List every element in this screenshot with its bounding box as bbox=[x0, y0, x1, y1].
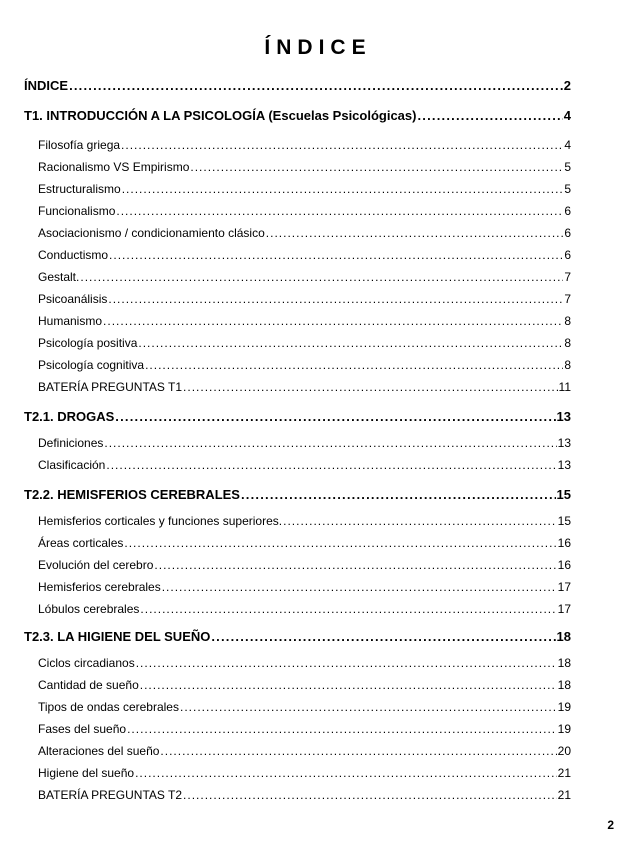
toc-entry-page: 8 bbox=[564, 358, 571, 372]
toc-entry-page: 11 bbox=[558, 380, 571, 394]
toc-subsection-entry[interactable] bbox=[38, 248, 571, 262]
toc-entry-page: 13 bbox=[557, 458, 571, 472]
toc-entry-label: Lóbulos cerebrales bbox=[38, 602, 140, 616]
toc-subsection-entry[interactable] bbox=[38, 314, 571, 328]
toc-entry-label: T1. INTRODUCCIÓN A LA PSICOLOGÍA (Escuelas Psicológicas) bbox=[24, 108, 417, 123]
toc-dot-leader bbox=[140, 678, 557, 692]
toc-subsection-entry[interactable] bbox=[38, 292, 571, 306]
toc-entry-page: 21 bbox=[557, 788, 571, 802]
toc-entry-page: 13 bbox=[556, 409, 571, 424]
toc-dot-leader bbox=[160, 744, 556, 758]
toc-subsection-entry[interactable] bbox=[38, 160, 571, 174]
toc-section-entry[interactable] bbox=[24, 487, 571, 502]
toc-entry-label: Psicología positiva bbox=[38, 336, 138, 350]
toc-entry-label: Funcionalismo bbox=[38, 204, 116, 218]
toc-subsection-entry[interactable] bbox=[38, 514, 571, 528]
toc-entry-label: Filosofía griega bbox=[38, 138, 121, 152]
toc-entry-page: 6 bbox=[564, 226, 571, 240]
toc-entry-label: Conductismo bbox=[38, 248, 109, 262]
toc-dot-leader bbox=[417, 108, 562, 123]
toc-dot-leader bbox=[104, 436, 556, 450]
toc-dot-leader bbox=[266, 226, 564, 240]
toc-subsection-entry[interactable] bbox=[38, 436, 571, 450]
toc-entry-page: 7 bbox=[564, 270, 571, 284]
toc-subsection-entry[interactable] bbox=[38, 458, 571, 472]
toc-dot-leader bbox=[190, 160, 563, 174]
toc-dot-leader bbox=[183, 380, 557, 394]
toc-dot-leader bbox=[127, 722, 557, 736]
toc-entry-page: 18 bbox=[556, 629, 571, 644]
toc-subsection-entry[interactable] bbox=[38, 788, 571, 802]
toc-entry-label: Estructuralismo bbox=[38, 182, 121, 196]
toc-entry-label: Racionalismo VS Empirismo bbox=[38, 160, 190, 174]
toc-entry-page: 6 bbox=[564, 204, 571, 218]
toc-subsection-entry[interactable] bbox=[38, 336, 571, 350]
toc-dot-leader bbox=[140, 602, 556, 616]
toc-section-entry[interactable] bbox=[24, 108, 571, 123]
toc-subsection-entry[interactable] bbox=[38, 656, 571, 670]
toc-entry-page: 8 bbox=[564, 314, 571, 328]
page-title: ÍNDICE bbox=[264, 36, 372, 59]
toc-entry-page: 6 bbox=[564, 248, 571, 262]
toc-dot-leader bbox=[138, 336, 563, 350]
toc-entry-page: 7 bbox=[564, 292, 571, 306]
toc-subsection-entry[interactable] bbox=[38, 270, 571, 284]
toc-entry-label: Fases del sueño bbox=[38, 722, 127, 736]
toc-dot-leader bbox=[162, 580, 557, 594]
toc-subsection-entry[interactable] bbox=[38, 358, 571, 372]
toc-subsection-entry[interactable] bbox=[38, 744, 571, 758]
toc-entry-page: 15 bbox=[557, 514, 571, 528]
toc-subsection-entry[interactable] bbox=[38, 138, 571, 152]
toc-section-entry[interactable] bbox=[24, 78, 571, 93]
toc-dot-leader bbox=[183, 788, 557, 802]
toc-entry-page: 19 bbox=[557, 700, 571, 714]
toc-section-entry[interactable] bbox=[24, 409, 571, 424]
toc-subsection-entry[interactable] bbox=[38, 722, 571, 736]
toc-dot-leader bbox=[108, 292, 563, 306]
toc-section-entry[interactable] bbox=[24, 629, 571, 644]
toc-entry-label: Asociacionismo / condicionamiento clásico bbox=[38, 226, 265, 240]
toc-entry-label: Áreas corticales bbox=[38, 536, 124, 550]
toc-dot-leader bbox=[124, 536, 556, 550]
toc-subsection-entry[interactable] bbox=[38, 580, 571, 594]
toc-entry-page: 15 bbox=[556, 487, 571, 502]
toc-entry-label: BATERÍA PREGUNTAS T1 bbox=[38, 380, 183, 394]
toc-dot-leader bbox=[135, 766, 557, 780]
toc-entry-page: 2 bbox=[563, 78, 571, 93]
toc-dot-leader bbox=[121, 138, 563, 152]
toc-entry-label: Gestalt. bbox=[38, 270, 80, 284]
toc-entry-label: BATERÍA PREGUNTAS T2 bbox=[38, 788, 183, 802]
toc-subsection-entry[interactable] bbox=[38, 700, 571, 714]
toc-dot-leader bbox=[241, 487, 556, 502]
toc-dot-leader bbox=[180, 700, 557, 714]
toc-dot-leader bbox=[145, 358, 563, 372]
toc-entry-label: T2.2. HEMISFERIOS CEREBRALES bbox=[24, 487, 240, 502]
toc-dot-leader bbox=[103, 314, 563, 328]
toc-subsection-entry[interactable] bbox=[38, 182, 571, 196]
toc-entry-page: 5 bbox=[564, 182, 571, 196]
toc-entry-page: 4 bbox=[563, 108, 571, 123]
toc-dot-leader bbox=[80, 270, 563, 284]
toc-entry-label: Psicología cognitiva bbox=[38, 358, 145, 372]
toc-entry-page: 13 bbox=[557, 436, 571, 450]
toc-entry-page: 18 bbox=[557, 656, 571, 670]
toc-entry-page: 17 bbox=[557, 602, 571, 616]
toc-entry-page: 16 bbox=[557, 536, 571, 550]
toc-entry-label: Hemisferios cerebrales bbox=[38, 580, 161, 594]
toc-entry-label: T2.1. DROGAS bbox=[24, 409, 115, 424]
toc-subsection-entry[interactable] bbox=[38, 380, 571, 394]
toc-entry-page: 4 bbox=[564, 138, 571, 152]
toc-dot-leader bbox=[136, 656, 557, 670]
toc-entry-label: ÍNDICE bbox=[24, 78, 69, 93]
toc-entry-label: Higiene del sueño bbox=[38, 766, 135, 780]
toc-subsection-entry[interactable] bbox=[38, 678, 571, 692]
toc-entry-label: Hemisferios corticales y funciones superiores. bbox=[38, 514, 283, 528]
toc-subsection-entry[interactable] bbox=[38, 602, 571, 616]
toc-dot-leader bbox=[106, 458, 556, 472]
toc-entry-page: 21 bbox=[557, 766, 571, 780]
toc-dot-leader bbox=[122, 182, 564, 196]
toc-subsection-entry[interactable] bbox=[38, 226, 571, 240]
toc-subsection-entry[interactable] bbox=[38, 766, 571, 780]
toc-dot-leader bbox=[69, 78, 563, 93]
toc-entry-label: Psicoanálisis bbox=[38, 292, 108, 306]
toc-entry-label: Alteraciones del sueño bbox=[38, 744, 160, 758]
toc-entry-page: 18 bbox=[557, 678, 571, 692]
toc-entry-page: 19 bbox=[557, 722, 571, 736]
toc-entry-page: 20 bbox=[557, 744, 571, 758]
toc-entry-label: Ciclos circadianos bbox=[38, 656, 135, 670]
toc-dot-leader bbox=[116, 204, 563, 218]
toc-entry-label: Cantidad de sueño bbox=[38, 678, 139, 692]
toc-dot-leader bbox=[211, 629, 555, 644]
toc-entry-page: 17 bbox=[557, 580, 571, 594]
toc-entry-label: Clasificación bbox=[38, 458, 106, 472]
toc-dot-leader bbox=[115, 409, 555, 424]
toc-entry-label: Tipos de ondas cerebrales bbox=[38, 700, 179, 714]
toc-entry-page: 5 bbox=[564, 160, 571, 174]
page-number: 2 bbox=[607, 818, 614, 832]
toc-dot-leader bbox=[154, 558, 556, 572]
toc-dot-leader bbox=[109, 248, 563, 262]
toc-entry-label: T2.3. LA HIGIENE DEL SUEÑO bbox=[24, 629, 211, 644]
toc-dot-leader bbox=[283, 514, 557, 528]
toc-subsection-entry[interactable] bbox=[38, 204, 571, 218]
toc-entry-page: 16 bbox=[557, 558, 571, 572]
toc-entry-page: 8 bbox=[564, 336, 571, 350]
toc-entry-label: Definiciones bbox=[38, 436, 104, 450]
toc-subsection-entry[interactable] bbox=[38, 558, 571, 572]
toc-entry-label: Evolución del cerebro bbox=[38, 558, 154, 572]
toc-entry-label: Humanismo bbox=[38, 314, 103, 328]
toc-subsection-entry[interactable] bbox=[38, 536, 571, 550]
